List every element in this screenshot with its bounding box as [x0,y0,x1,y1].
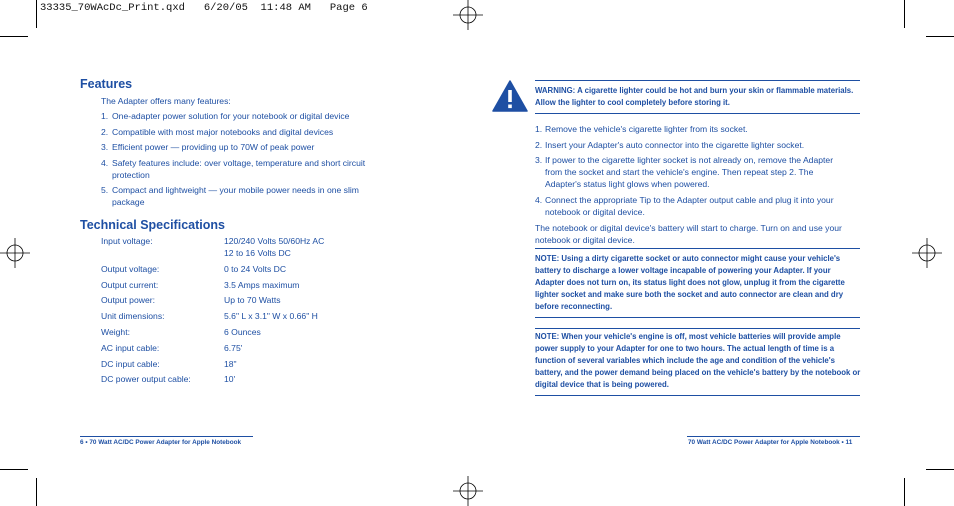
right-footer: 70 Watt AC/DC Power Adapter for Apple Notebook • 11 [688,439,853,446]
print-slug: 33335_70WAcDc_Print.qxd 6/20/05 11:48 AM Page 6 [40,2,368,14]
registration-mark-icon [912,238,942,268]
list-text: Compact and lightweight — your mobile power needs in one slim package [112,185,359,207]
table-row [101,358,324,374]
spec-value-line: 120/240 Volts 50/60Hz AC [224,236,325,246]
crop-mark [36,478,37,506]
features-intro: The Adapter offers many features: [101,96,231,106]
list-text: Remove the vehicle's cigarette lighter from its socket. [545,124,748,134]
list-item [535,123,863,135]
table-row [101,235,324,263]
warning-icon [492,80,528,112]
section-rule [535,395,860,396]
note-dirty-socket: NOTE: Using a dirty cigarette socket or auto connector might cause your vehicle's battery to discharge a lower voltage incapable of powering your Adapter. If your Adapter does not turn on, its status light does not glow, unplug it from the cigarette lighter socket and make sure both the socket and auto connector are clean and dry before reconnecting. [535,254,845,311]
list-item [535,154,845,190]
note-engine-off: NOTE: When your vehicle's engine is off, most vehicle batteries will provide ample power supply to your Adapter for one to two hours. The actual length of time is a function of several variables which include the age and condition of the vehicle's battery, and the power demand being placed on the vehicle's battery by the notebook or digital device that is being powered. [535,332,861,389]
specs-table [101,235,324,385]
list-text: One-adapter power solution for your notebook or digital device [112,111,350,121]
list-number: 5. [101,185,109,195]
list-text: Efficient power — providing up to 70W of peak power [112,142,315,152]
list-item [101,110,381,122]
spec-label: Output current: [101,279,159,290]
list-item [101,184,374,208]
spec-value: 18" [224,358,237,369]
left-footer: 6 • 70 Watt AC/DC Power Adapter for Apple Notebook [80,439,242,446]
list-item [101,157,374,181]
table-row [101,326,324,342]
list-number: 4. [101,157,109,168]
section-rule [535,317,860,318]
section-rule [535,113,860,114]
spec-label: DC input cable: [101,358,160,369]
spec-label: Output power: [101,295,155,306]
crop-mark [36,0,37,28]
list-number: 2. [101,126,109,137]
table-row [101,294,324,310]
table-row [101,279,324,295]
section-rule [535,80,860,81]
spec-value: 3.5 Amps maximum [224,279,300,290]
crop-mark [904,478,905,506]
crop-mark [0,36,28,37]
list-text: Safety features include: over voltage, temperature and short circuit protection [112,157,366,180]
table-row [101,263,324,279]
charge-paragraph: The notebook or digital device's battery will start to charge. Turn on and use your notebook or digital device. [535,223,842,245]
features-list [101,110,381,212]
list-number: 1. [535,124,543,134]
list-text: Compatible with most major notebooks and digital devices [112,126,334,137]
features-heading: Features [80,77,133,91]
spec-value: Up to 70 Watts [224,295,281,306]
list-number: 2. [535,139,543,150]
registration-mark-icon [0,238,30,268]
table-row [101,310,324,326]
list-item [535,194,863,218]
table-row [101,373,324,385]
list-item [101,141,381,153]
footer-rule [80,436,253,437]
registration-mark-icon [453,476,483,506]
spec-value: 0 to 24 Volts DC [224,263,287,274]
spec-value-line: 12 to 16 Volts DC [224,248,291,258]
spec-label: Unit dimensions: [101,311,165,322]
list-number: 3. [535,155,543,166]
spec-value: 6.75' [224,342,243,353]
crop-mark [904,0,905,28]
crop-mark [926,469,954,470]
spec-value: 10' [224,374,236,385]
footer-rule [687,436,860,437]
specs-heading: Technical Specifications [80,218,225,232]
spec-label: Input voltage: [101,236,153,246]
section-rule [535,248,860,249]
crop-mark [0,469,28,470]
spec-value [224,235,324,263]
spec-label: Weight: [101,326,130,337]
list-number: 4. [535,194,543,205]
section-rule [535,328,860,329]
spec-label: Output voltage: [101,263,160,274]
table-row [101,342,324,358]
list-number: 3. [101,142,109,152]
spec-label: DC power output cable: [101,374,191,385]
list-number: 1. [101,111,109,121]
crop-mark [926,36,954,37]
steps-list [535,123,863,221]
warning-text: WARNING: A cigarette lighter could be hot and burn your skin or flammable materials. Allow the lighter to cool completely before storing it. [535,86,854,107]
spec-value: 6 Ounces [224,326,261,337]
list-text: Insert your Adapter's auto connector into the cigarette lighter socket. [545,139,805,150]
list-text: If power to the cigarette lighter socket is not already on, remove the Adapter from the socket and start the vehicle's engine. Then repeat step 2. The Adapter's status light glows when powered. [545,155,834,190]
registration-mark-icon [453,0,483,30]
spec-label: AC input cable: [101,342,160,353]
spec-value: 5.6" L x 3.1" W x 0.66" H [224,311,318,322]
list-text: Connect the appropriate Tip to the Adapter output cable and plug it into your notebook or digital device. [545,194,834,217]
list-item [101,126,381,138]
list-item [535,139,863,151]
